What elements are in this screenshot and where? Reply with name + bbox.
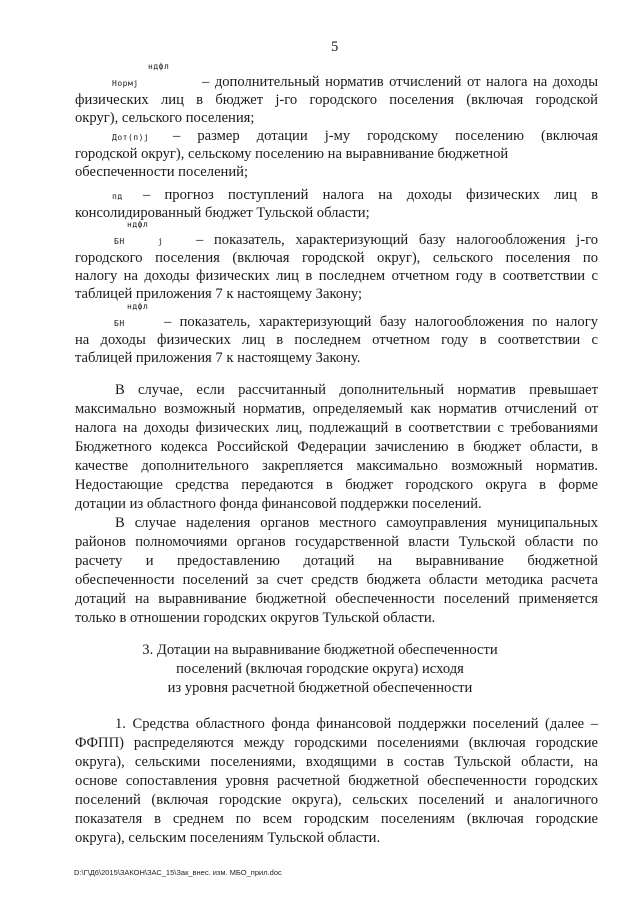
paragraph-line: поселений (включая городские округа), сельских поселений и аналогичного [75,792,598,808]
definition-line: физических лиц в бюджет j-го городского поселения (включая городской [75,92,598,108]
paragraph-line: основе сопоставления уровня расчетной бюджетной обеспеченности городских [75,773,598,789]
definition-line: таблицей приложения 7 к настоящему Закону; [75,286,363,302]
definition-line: таблицей приложения 7 к настоящему Закону. [75,350,361,366]
section-heading-line: поселений (включая городские округа) исходя [176,661,464,677]
paragraph-line: В случае наделения органов местного самоуправления муниципальных [115,515,598,531]
formula-symbol: Нормj [112,79,139,88]
paragraph-line: расчету и предоставлению дотаций на выравнивание бюджетной [75,553,598,569]
formula-symbol: пд [112,192,123,201]
definition-line: городского поселения (включая городской округ), сельского поселения по [75,250,598,266]
definition-line: – показатель, характеризующий базу налогообложения по налогу [164,314,598,330]
paragraph-line: 1. Средства областного фонда финансовой поддержки поселений (далее – [115,716,598,732]
paragraph-line: обеспеченности поселений за счет средств бюджета области методика расчета [75,572,598,588]
definition-line: налогу на доходы физических лиц в последнем отчетном году в соответствии с [75,268,598,284]
definition-line: – дополнительный норматив отчислений от налога на доходы [202,74,598,90]
formula-superscript: ндфл [127,220,149,229]
paragraph-line: Недостающие средства передаются в бюджет городского округа в форме [75,477,598,493]
definition-line: округ), сельского поселения; [75,110,255,126]
page-number: 5 [331,39,339,55]
paragraph-line: дотаций на выравнивание бюджетной обеспеченности поселений применяется [75,591,598,607]
paragraph-line: районов полномочиями органов государственной власти Тульской области по [75,534,598,550]
formula-superscript: ндфл [127,302,149,311]
paragraph-line: ФФПП) распределяются между городскими поселениями (включая городские [75,735,598,751]
footer-file-path: D:\Г\Д6\2015\ЗАКОН\ЗАС_15\Зак_внес. изм. МБО_прил.doc [74,868,282,877]
paragraph-line: качестве дополнительного закрепляется максимально возможный норматив. [75,458,598,474]
section-heading-line: из уровня расчетной бюджетной обеспеченности [167,680,473,696]
definition-line: – показатель, характеризующий базу налогообложения j-го [196,232,598,248]
definition-line: консолидированный бюджет Тульской области; [75,205,370,221]
formula-symbol: БН [114,237,125,246]
paragraph-line: округа), сельскими поселениями, входящими в состав Тульской области, на [75,754,598,770]
paragraph-line: налога на доходы физических лиц, подлежащий в соответствии с требованиями [75,420,598,436]
formula-subscript: j [158,237,164,246]
formula-symbol: Дот(п)j [112,133,150,142]
paragraph-line: Бюджетного кодекса Российской Федерации зачислению в бюджет области, в [75,439,598,455]
paragraph-line: округа), сельским поселениям Тульской области. [75,830,381,846]
definition-line: городской округ), сельскому поселению на выравнивание бюджетной [75,146,509,162]
paragraph-line: только в отношении городских округов Тульской области. [75,610,436,626]
paragraph-line: показателя в среднем по всем городским поселениям (включая городские [75,811,598,827]
definition-line: на доходы физических лиц в последнем отчетном году в соответствии с [75,332,598,348]
section-heading-line: 3. Дотации на выравнивание бюджетной обеспеченности [142,642,498,658]
definition-line: – прогноз поступлений налога на доходы физических лиц в [143,187,598,203]
formula-superscript: ндфл [148,62,170,71]
formula-symbol: БН [114,319,125,328]
definition-line: обеспеченности поселений; [75,164,249,180]
paragraph-line: дотации из областного фонда финансовой поддержки поселений. [75,496,482,512]
definition-line: – размер дотации j-му городскому поселению (включая [173,128,598,144]
paragraph-line: В случае, если рассчитанный дополнительный норматив превышает [115,382,598,398]
paragraph-line: максимально возможный норматив, определяемый как норматив отчислений от [75,401,598,417]
